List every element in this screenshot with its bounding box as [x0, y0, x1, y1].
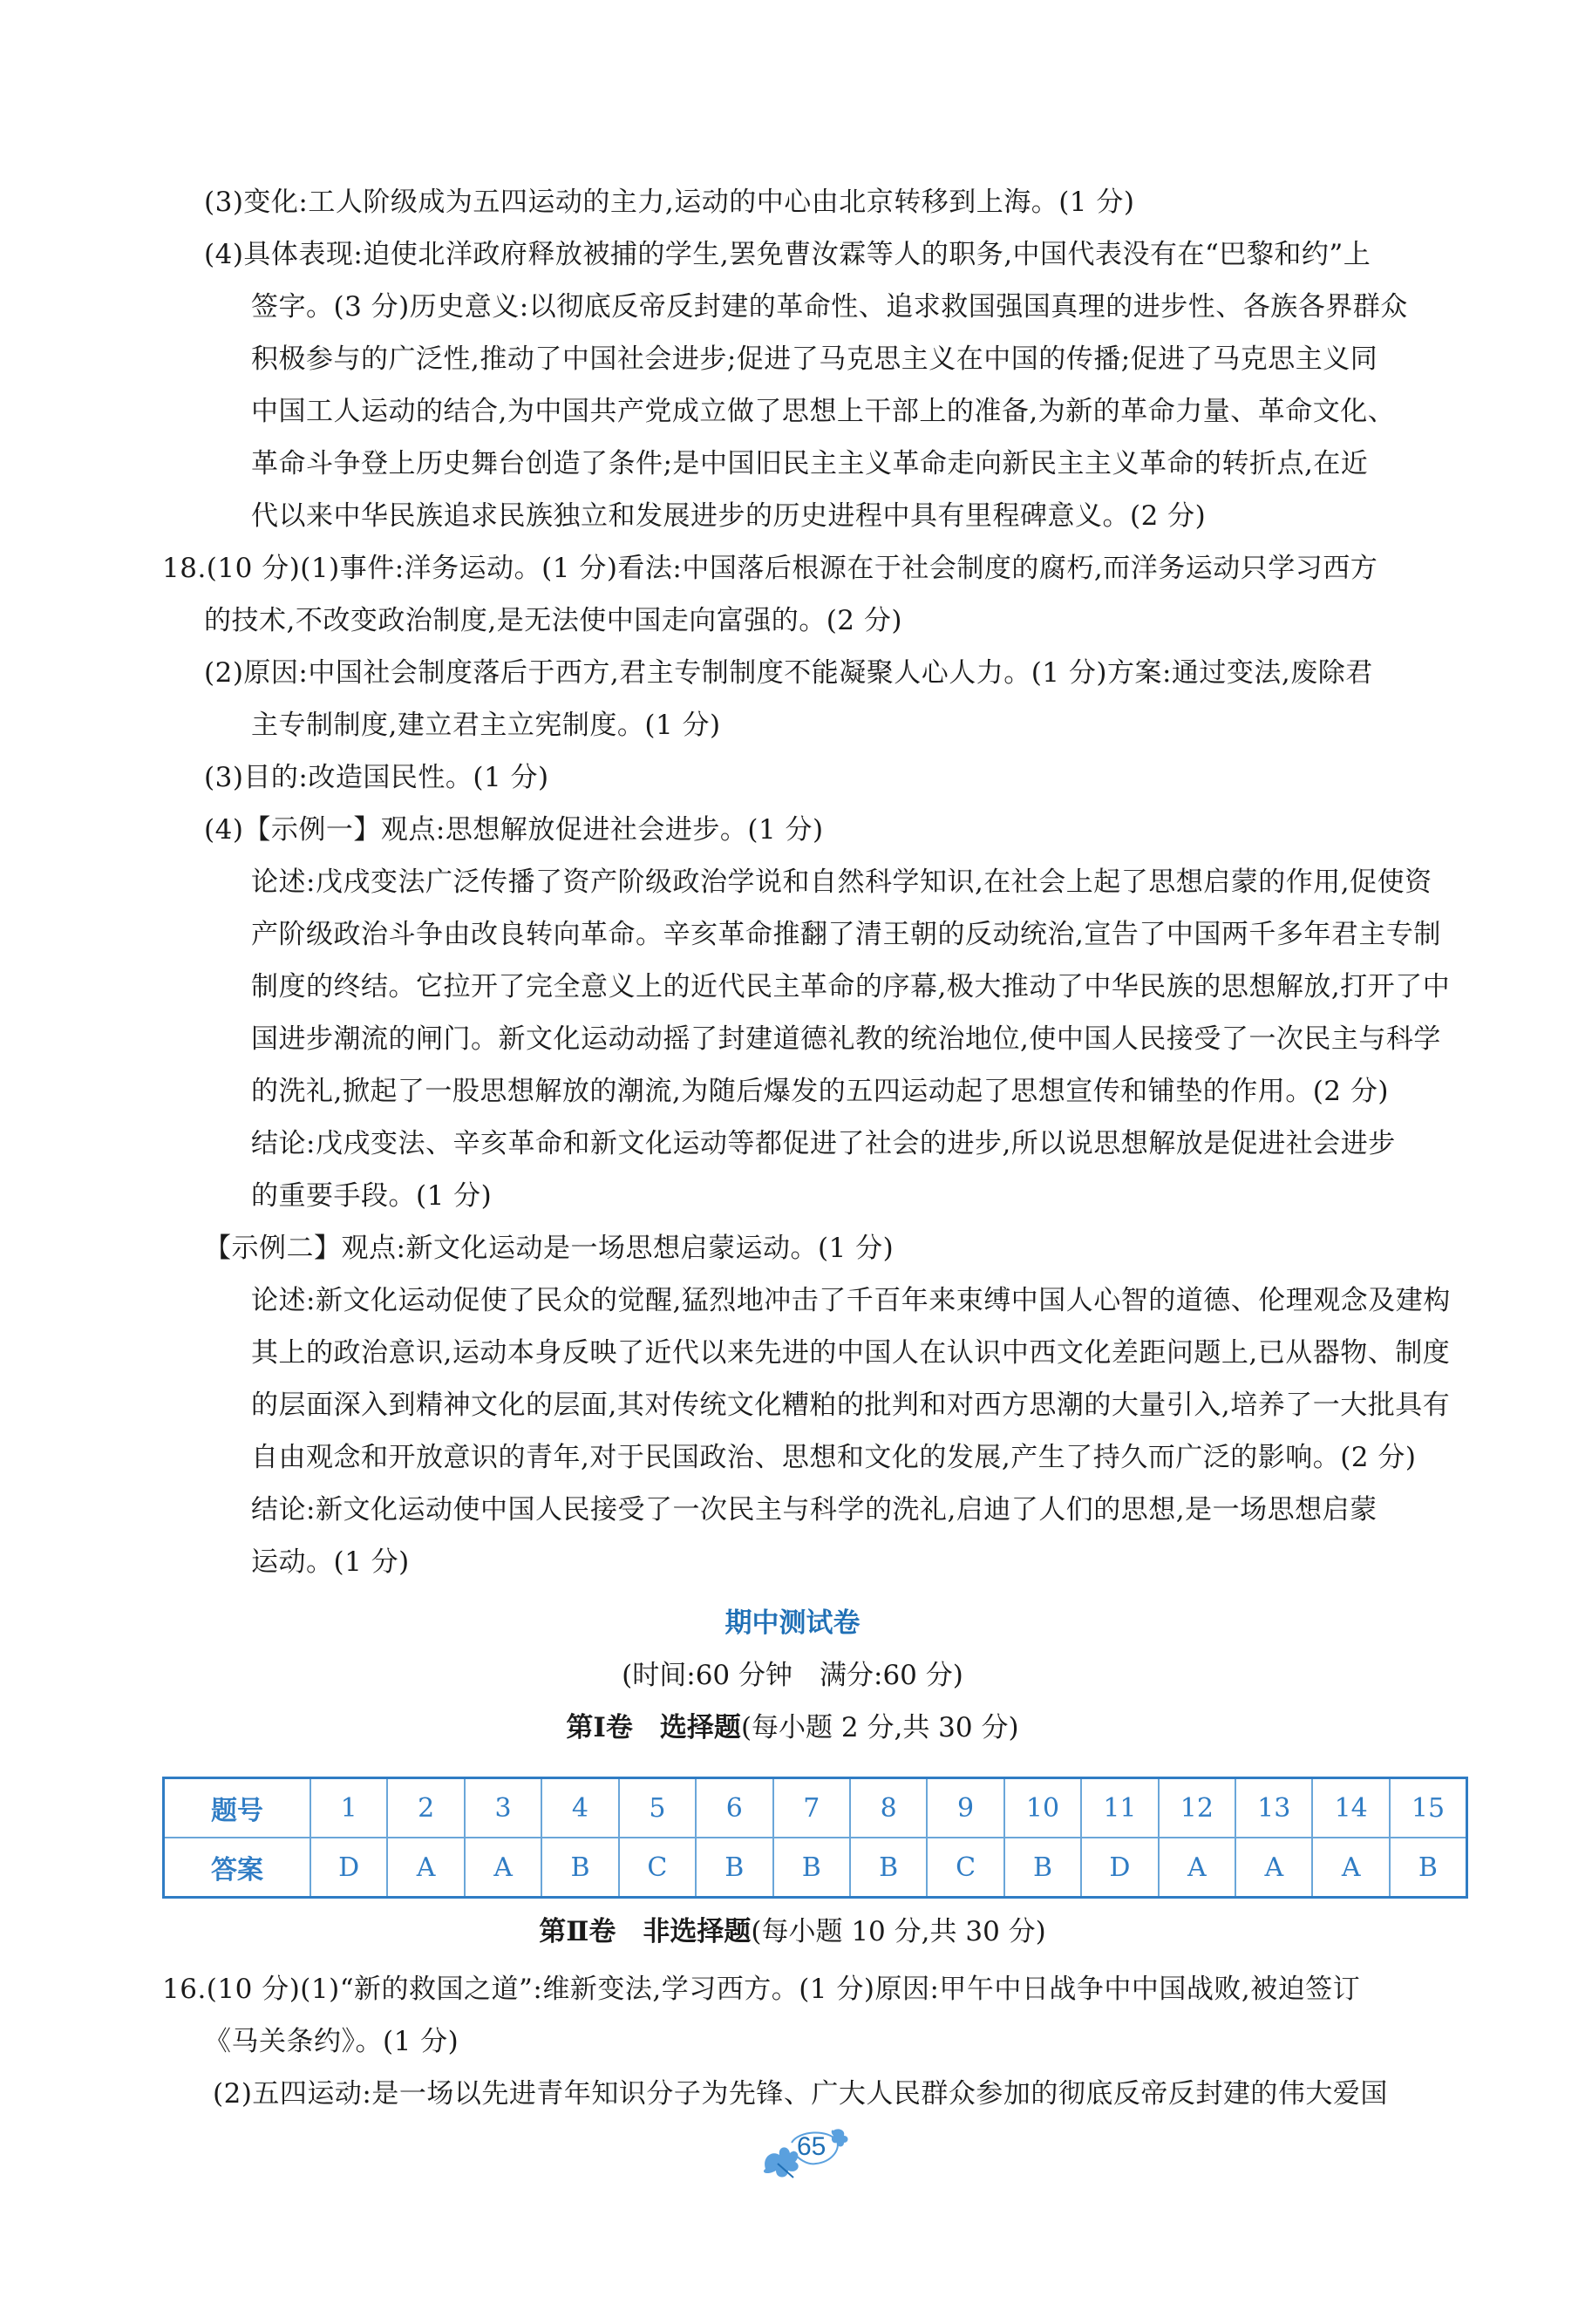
table-cell-answer: B	[773, 1838, 850, 1898]
part2-note: (每小题 10 分,共 30 分)	[751, 1916, 1046, 1947]
answer-table	[162, 1777, 1468, 1899]
table-cell-number: 4	[541, 1778, 618, 1838]
table-cell-number: 14	[1312, 1778, 1389, 1838]
answer-line: (2)五四运动:是一场以先进青年知识分子为先锋、广大人民群众参加的彻底反帝反封建的伟大爱国	[213, 2078, 1388, 2110]
table-cell-answer: B	[541, 1838, 618, 1898]
table-cell-answer: C	[927, 1838, 1003, 1898]
table-cell-number: 2	[387, 1778, 464, 1838]
answer-line: 制度的终结。它拉开了完全意义上的近代民主革命的序幕,极大推动了中华民族的思想解放,打开了中	[251, 971, 1451, 1002]
question-16-line: 16.(10 分)(1)“新的救国之道”:维新变法,学习西方。(1 分)原因:甲午中日战争中中国战败,被迫签订	[162, 1974, 1361, 2005]
answer-line: 结论:戊戌变法、辛亥革命和新文化运动等都促进了社会的进步,所以说思想解放是促进社会进步	[251, 1128, 1396, 1159]
question-18-line: 18.(10 分)(1)事件:洋务运动。(1 分)看法:中国落后根源在于社会制度的腐朽,而洋务运动只学习西方	[162, 553, 1378, 584]
table-cell-number: 15	[1390, 1778, 1467, 1838]
table-cell-number: 10	[1004, 1778, 1081, 1838]
table-row-numbers	[164, 1778, 1467, 1838]
answer-line: 产阶级政治斗争由改良转向革命。辛亥革命推翻了清王朝的反动统治,宣告了中国两千多年君主专制	[251, 919, 1441, 950]
table-cell-number: 1	[310, 1778, 387, 1838]
answer-line: 国进步潮流的闸门。新文化运动动摇了封建道德礼教的统治地位,使中国人民接受了一次民主与科学	[251, 1023, 1441, 1055]
table-cell-answer: A	[1312, 1838, 1389, 1898]
table-cell-answer: C	[619, 1838, 696, 1898]
table-cell-answer: A	[1235, 1838, 1312, 1898]
answer-line: (3)变化:工人阶级成为五四运动的主力,运动的中心由北京转移到上海。(1 分)	[204, 187, 1135, 218]
page-number: 65	[797, 2132, 827, 2161]
answer-line: 的重要手段。(1 分)	[251, 1180, 493, 1212]
part1-heading	[0, 1710, 1585, 1745]
answer-line: 的技术,不改变政治制度,是无法使中国走向富强的。(2 分)	[204, 605, 902, 636]
part1-title: 第Ⅰ卷 选择题	[566, 1712, 741, 1743]
table-cell-number: 9	[927, 1778, 1003, 1838]
answer-line: (4)具体表现:迫使北洋政府释放被捕的学生,罢免曹汝霖等人的职务,中国代表没有在“巴黎和约”上	[204, 239, 1371, 270]
part2-heading	[0, 1914, 1585, 1949]
answer-line: 运动。(1 分)	[251, 1546, 410, 1578]
answer-line: 主专制制度,建立君主立宪制度。(1 分)	[251, 710, 721, 741]
table-cell-number: 5	[619, 1778, 696, 1838]
answer-line: 论述:新文化运动促使了民众的觉醒,猛烈地冲击了千百年来束缚中国人心智的道德、伦理观念及建构	[251, 1285, 1451, 1316]
answer-line: 结论:新文化运动使中国人民接受了一次民主与科学的洗礼,启迪了人们的思想,是一场思想启蒙	[251, 1494, 1378, 1526]
answer-line: 《马关条约》。(1 分)	[204, 2026, 459, 2057]
answer-line: 代以来中华民族追求民族独立和发展进步的历史进程中具有里程碑意义。(2 分)	[251, 500, 1207, 532]
table-cell-number: 11	[1081, 1778, 1158, 1838]
exam-title: 期中测试卷	[724, 1607, 861, 1639]
table-cell-answer: B	[850, 1838, 927, 1898]
answer-line: (2)原因:中国社会制度落后于西方,君主专制制度不能凝聚人心人力。(1 分)方案:通过变法,废除君	[204, 657, 1373, 689]
answer-line: 自由观念和开放意识的青年,对于民国政治、思想和文化的发展,产生了持久而广泛的影响。(2 分)	[251, 1442, 1417, 1473]
page-number-badge	[758, 2124, 854, 2185]
answer-line: 其上的政治意识,运动本身反映了近代以来先进的中国人在认识中西文化差距问题上,已从器物、制度	[251, 1337, 1451, 1369]
part2-title: 第Ⅱ卷 非选择题	[539, 1916, 752, 1947]
table-cell-number: 7	[773, 1778, 850, 1838]
table-cell-number: 12	[1159, 1778, 1235, 1838]
table-cell-number: 6	[696, 1778, 772, 1838]
table-header-question-number: 题号	[164, 1778, 311, 1838]
answer-line: 革命斗争登上历史舞台创造了条件;是中国旧民主主义革命走向新民主主义革命的转折点,在近	[251, 448, 1369, 479]
table-cell-answer: B	[1390, 1838, 1467, 1898]
table-cell-answer: B	[1004, 1838, 1081, 1898]
table-cell-number: 8	[850, 1778, 927, 1838]
answer-line: (3)目的:改造国民性。(1 分)	[204, 762, 549, 793]
answer-line: 中国工人运动的结合,为中国共产党成立做了思想上干部上的准备,为新的革命力量、革命文化、	[251, 396, 1396, 427]
table-cell-answer: B	[696, 1838, 772, 1898]
table-cell-answer: A	[387, 1838, 464, 1898]
answer-line: 积极参与的广泛性,推动了中国社会进步;促进了马克思主义在中国的传播;促进了马克思主义同	[251, 343, 1378, 375]
answer-line: 签字。(3 分)历史意义:以彻底反帝反封建的革命性、追求救国强国真理的进步性、各族各界群众	[251, 291, 1408, 323]
part1-note: (每小题 2 分,共 30 分)	[740, 1712, 1019, 1743]
answer-line: 【示例二】观点:新文化运动是一场思想启蒙运动。(1 分)	[204, 1233, 895, 1264]
table-cell-answer: D	[310, 1838, 387, 1898]
table-cell-number: 13	[1235, 1778, 1312, 1838]
table-row-answers	[164, 1838, 1467, 1898]
table-cell-answer: A	[1159, 1838, 1235, 1898]
exam-time-info: (时间:60 分钟 满分:60 分)	[622, 1660, 963, 1691]
table-cell-answer: D	[1081, 1838, 1158, 1898]
answer-line: (4)【示例一】观点:思想解放促进社会进步。(1 分)	[204, 814, 824, 846]
answer-line: 论述:戊戌变法广泛传播了资产阶级政治学说和自然科学知识,在社会上起了思想启蒙的作用,促使资	[251, 866, 1432, 898]
table-header-answer: 答案	[164, 1838, 311, 1898]
answer-line: 的洗礼,掀起了一股思想解放的潮流,为随后爆发的五四运动起了思想宣传和铺垫的作用。(2 分)	[251, 1076, 1389, 1107]
answer-line: 的层面深入到精神文化的层面,其对传统文化糟粕的批判和对西方思潮的大量引入,培养了一大批具有	[251, 1390, 1451, 1421]
table-cell-number: 3	[465, 1778, 541, 1838]
table-cell-answer: A	[465, 1838, 541, 1898]
